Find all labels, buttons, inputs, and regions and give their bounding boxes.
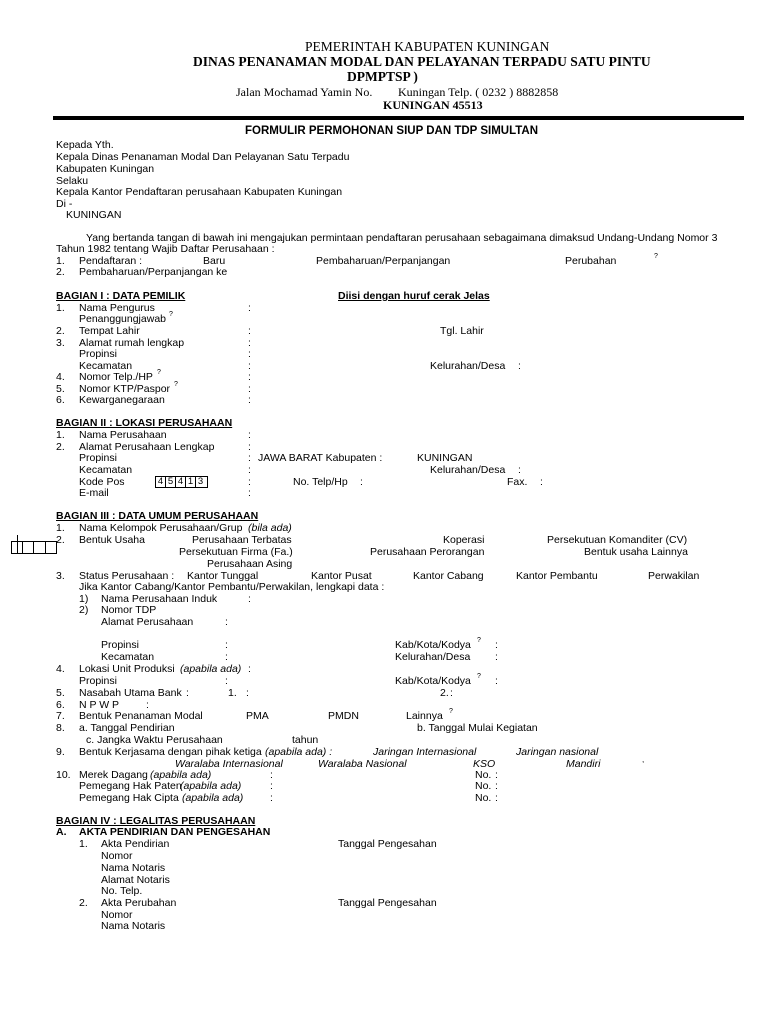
note-apabila-ada: (apabila ada) (182, 792, 244, 804)
colon: : (450, 687, 453, 699)
field-kabupaten: Kab/Kota/Kodya (395, 639, 471, 651)
field-tanggal-pengesahan: Tanggal Pengesahan (338, 838, 437, 850)
colon: : (495, 780, 498, 792)
colon: : (495, 675, 498, 687)
divider (22, 541, 23, 554)
header-agency: DINAS PENANAMAN MODAL DAN PELAYANAN TERPADU SATU PINTU (193, 54, 651, 69)
footnote-mark: ? (169, 311, 173, 318)
footnote-mark: ? (157, 369, 161, 376)
note-apabila-ada: (apabila ada) (180, 780, 242, 792)
field-alamat-rumah: Alamat rumah lengkap (79, 337, 185, 349)
option-asing[interactable]: Perusahaan Asing (207, 558, 293, 570)
colon: : (495, 639, 498, 651)
note-apabila-ada: (apabila ada) : (265, 746, 333, 758)
colon: : (495, 651, 498, 663)
field-kerjasama: Bentuk Kerjasama dengan pihak ketiga (79, 746, 262, 758)
recipient-line: Kepala Kantor Pendaftaran perusahaan Kabupaten Kuningan (56, 186, 343, 198)
branch-instruction: Jika Kantor Cabang/Kantor Pembantu/Perwakilan, lengkapi data : (79, 581, 385, 593)
field-status: Status Perusahaan : (79, 570, 175, 582)
option-koperasi[interactable]: Koperasi (443, 534, 485, 546)
field-cipta: Pemegang Hak Cipta (79, 792, 179, 804)
field-perusahaan-induk: Nama Perusahaan Induk (101, 593, 218, 605)
option-mandiri[interactable]: Mandiri (566, 758, 601, 770)
colon: : (248, 383, 251, 395)
colon: : (248, 593, 251, 605)
field-bank: Nasabah Utama Bank (79, 687, 182, 699)
colon: : (270, 792, 273, 804)
field-kecamatan: Kecamatan (101, 651, 155, 663)
field-akta-perubahan: Akta Perubahan (101, 897, 177, 909)
header-phone: Kuningan Telp. ( 0232 ) 8882858 (398, 85, 559, 99)
colon: : (146, 699, 149, 711)
option-waralaba-internasional[interactable]: Waralaba Internasional (175, 758, 283, 770)
footnote-mark: , (642, 755, 645, 764)
intro-text: Tahun 1982 tentang Wajib Daftar Perusahaan : (56, 243, 275, 255)
field-propinsi: Propinsi (79, 348, 117, 360)
footnote-mark: ? (477, 637, 481, 644)
divider (45, 541, 46, 554)
kode-pos-digit: 4 (156, 477, 166, 487)
recipient-line: Kabupaten Kuningan (56, 163, 155, 175)
field-tanggal-pengesahan: Tanggal Pengesahan (338, 897, 437, 909)
colon: : (360, 476, 363, 488)
field-tempat-lahir: Tempat Lahir (79, 325, 140, 337)
field-merek: Merek Dagang (79, 769, 148, 781)
form-title: FORMULIR PERMOHONAN SIUP DAN TDP SIMULTAN (245, 125, 539, 137)
header-rule (53, 116, 744, 120)
colon: : (248, 452, 251, 464)
field-kewarganegaraan: Kewarganegaraan (79, 394, 165, 406)
field-paten: Pemegang Hak Paten (79, 780, 182, 792)
colon: : (225, 675, 228, 687)
field-kode-pos: Kode Pos (79, 476, 125, 488)
field-no-telp: No. Telp. (101, 885, 143, 897)
colon: : (248, 337, 251, 349)
option-pembantu[interactable]: Kantor Pembantu (516, 570, 598, 582)
field-nama-notaris: Nama Notaris (101, 920, 166, 932)
option-lainnya[interactable]: Lainnya (406, 710, 443, 722)
section-3-title: BAGIAN III : DATA UMUM PERUSAHAAN (56, 510, 259, 522)
field-bentuk-usaha: Bentuk Usaha (79, 534, 145, 546)
section-4-title: BAGIAN IV : LEGALITAS PERUSAHAAN (56, 815, 256, 827)
field-fax: Fax. (507, 476, 528, 488)
kode-pos-digit: 1 (186, 477, 196, 487)
note-apabila-ada: (apabila ada) (180, 663, 242, 675)
option-firma[interactable]: Persekutuan Firma (Fa.) (179, 546, 293, 558)
section-1-note: Diisi dengan huruf cerak Jelas (338, 290, 490, 302)
option-tunggal[interactable]: Kantor Tunggal (187, 570, 259, 582)
colon: : (248, 371, 251, 383)
colon: : (248, 476, 251, 488)
field-tanggal-pendirian: a. Tanggal Pendirian (79, 722, 175, 734)
option-pusat[interactable]: Kantor Pusat (311, 570, 372, 582)
kode-pos-digit: 3 (197, 476, 204, 487)
field-tanggal-mulai: b. Tanggal Mulai Kegiatan (417, 722, 538, 734)
field-nama-perusahaan: Nama Perusahaan (79, 429, 167, 441)
recipient-line: Kepala Dinas Penanaman Modal Dan Pelayanan Satu Terpadu (56, 151, 350, 163)
field-nomor-tdp: Nomor TDP (101, 604, 157, 616)
field-nama-notaris: Nama Notaris (101, 862, 166, 874)
field-propinsi: Propinsi (79, 452, 117, 464)
unit-tahun: tahun (292, 734, 319, 746)
colon: : (248, 441, 251, 453)
option-pmdn[interactable]: PMDN (328, 710, 359, 722)
divider (33, 541, 34, 554)
field-kelurahan: Kelurahan/Desa (395, 651, 471, 663)
field-kelurahan: Kelurahan/Desa (430, 464, 506, 476)
colon: : (186, 687, 189, 699)
field-alamat-perusahaan: Alamat Perusahaan (101, 616, 194, 628)
colon: : (540, 476, 543, 488)
field-propinsi: Propinsi (101, 639, 139, 651)
option-pt[interactable]: Perusahaan Terbatas (192, 534, 292, 546)
colon: : (248, 464, 251, 476)
colon: : (248, 360, 251, 372)
field-lokasi-produksi: Lokasi Unit Produksi (79, 663, 175, 675)
field-tgl-lahir: Tgl. Lahir (440, 325, 484, 337)
subsection-title: AKTA PENDIRIAN DAN PENGESAHAN (79, 826, 271, 838)
section-2-title: BAGIAN II : LOKASI PERUSAHAAN (56, 417, 233, 429)
item-number: 2. (56, 266, 65, 278)
option-perwakilan[interactable]: Perwakilan (648, 570, 700, 582)
bank-2: 2. (440, 687, 449, 699)
header-city: KUNINGAN 45513 (383, 98, 483, 112)
colon: : (518, 464, 521, 476)
item-number: 1) (79, 593, 89, 605)
colon: : (248, 348, 251, 360)
colon: : (518, 360, 521, 372)
colon: : (270, 769, 273, 781)
option-pembaharuan[interactable]: Pembaharuan/Perpanjangan (316, 255, 451, 267)
header-address: Jalan Mochamad Yamin No. (236, 85, 373, 99)
option-baru[interactable]: Baru (203, 255, 226, 267)
field-email: E-mail (79, 487, 109, 499)
colon: : (225, 639, 228, 651)
field-propinsi: Propinsi (79, 675, 117, 687)
field-telp: Nomor Telp./HP (79, 371, 153, 383)
footnote-mark: ? (174, 381, 178, 388)
label-no: No. (475, 792, 492, 804)
recipient-line: Selaku (56, 175, 89, 187)
field-kelompok: Nama Kelompok Perusahaan/Grup (79, 522, 243, 534)
header-agency-abbr: DPMPTSP ) (347, 69, 418, 84)
colon: : (270, 780, 273, 792)
colon: : (248, 429, 251, 441)
option-cv[interactable]: Persekutuan Komanditer (CV) (547, 534, 688, 546)
divider (17, 535, 18, 554)
field-nomor: Nomor (101, 909, 133, 921)
colon: : (246, 687, 249, 699)
field-nomor: Nomor (101, 850, 133, 862)
kode-pos-digit: 5 (166, 477, 176, 487)
option-kso[interactable]: KSO (473, 758, 496, 770)
option-pma[interactable]: PMA (246, 710, 269, 722)
recipient-line: Kepada Yth. (56, 139, 114, 151)
colon: : (225, 651, 228, 663)
colon: : (248, 394, 251, 406)
field-kecamatan: Kecamatan (79, 464, 133, 476)
kode-pos-digit: 4 (176, 477, 186, 487)
bank-1: 1. (228, 687, 237, 699)
option-jaringan-internasional[interactable]: Jaringan Internasional (373, 746, 477, 758)
document-page: PEMERINTAH KABUPATEN KUNINGAN DINAS PENANAMAN MODAL DAN PELAYANAN TERPADU SATU PINTU DPMPTSP ) Jalan Mochamad Yamin No. Kuningan Telp. ( 0232 ) 8882858 KUNINGAN 45513 FORMULIR PERMOHONAN SIUP DAN TDP SIMULTAN Kepada Yth. Kepala Dinas Penanaman Modal Dan Pelayanan Satu Terpadu Kabupaten Kuningan Selaku Kepala Kantor Pendaftaran perusahaan Kabupaten Kuningan Di - KUNINGAN Yang bertanda tangan di bawah ini mengajukan permintaan pendaftaran perusahaan sebagaimana dimaksud Undang-Undang Nomor 3 Tahun 1982 tentang Wajib Daftar Perusahaan : 1. Pendaftaran : Baru Pembaharuan/Perpanjangan Perubahan ? 2. Pembaharuan/Perpanjangan ke BAGIAN I : DATA PEMILIK Diisi dengan huruf cerak Jelas 1. Nama Pengurus Penanggungjawab ? : 2. Tempat Lahir : Tgl. Lahir 3. Alamat rumah lengkap : Propinsi : Kecamatan : Kelurahan/Desa : 4. Nomor Telp./HP ? : 5. Nomor KTP/Paspor ? : 6. Kewarganegaraan : BAGIAN II : LOKASI PERUSAHAAN 1. Nama Perusahaan : 2. Alamat Perusahaan Lengkap : Propinsi : JAWA BARAT Kabupaten : KUNINGAN Kecamatan : Kelurahan/Desa : Kode Pos 4 5 4 1 3 : No. Telp/Hp : Fax. : E-mail : BAGIAN III : DATA UMUM PERUSAHAAN 1. Nama Kelompok Perusahaan/Grup (bila ada) 2. Bentuk Usaha Perusahaan Terbatas Koperasi Persekutuan Komanditer (CV) Persekutuan Firma (Fa.) Perusahaan Perorangan Bentuk usaha Lainnya Perusahaan Asing 3. Status Perusahaan : Kantor Tunggal Kantor Pusat Kantor Cabang Kantor Pembantu Perwakilan Jika Kantor Cabang/Kantor Pembantu/Perwakilan, lengkapi data : 1) Nama Perusahaan Induk : 2) Nomor TDP Alamat Perusahaan : Propinsi : Kab/Kota/Kodya ? : Kecamatan : Kelurahan/Desa : 4. Lokasi Unit Produksi (apabila ada) : Propinsi : Kab/Kota/Kodya ? : 5. Nasabah Utama Bank : 1. : 2. : 6. N P W P : 7. Bentuk Penanaman Modal PMA PMDN Lainnya ? 8. a. Tanggal Pendirian b. Tanggal Mulai Kegiatan c. Jangka Waktu Perusahaan tahun 9. Bentuk Kerjasama dengan pihak ketiga (apabila ada) : Jaringan Internasional Jaringan nasional Waralaba Internasional Waralaba Nasional KSO Mandiri , 10. Merek Dagang (apabila ada) : No. : Pemegang Hak Paten (apabila ada) : No. : Pemegang Hak Cipta (apabila ada) : No. : BAGIAN IV : LEGALITAS PERUSAHAAN A. AKTA PENDIRIAN DAN PENGESAHAN 1. Akta Pendirian Tanggal Pengesahan Nomor Nama Notaris Alamat Notaris No. Telp. 2. Akta Perubahan Tanggal Pengesahan Nomor Nama Notaris (0, 0, 768, 1024)
renewal-count-label: Pembaharuan/Perpanjangan ke (79, 266, 228, 278)
option-perubahan[interactable]: Perubahan (565, 255, 617, 267)
field-akta-pendirian: Akta Pendirian (101, 838, 170, 850)
colon: : (248, 302, 251, 314)
option-jaringan-nasional[interactable]: Jaringan nasional (516, 746, 599, 758)
field-alamat-notaris: Alamat Notaris (101, 874, 170, 886)
item-number: 2) (79, 604, 89, 616)
field-telp: No. Telp/Hp (293, 476, 348, 488)
recipient-line: KUNINGAN (66, 209, 122, 221)
intro-text: Yang bertanda tangan di bawah ini mengajukan permintaan pendaftaran perusahaan sebagaimana dimaksud Undang-Undang Nomor 3 (86, 232, 718, 244)
propinsi-value: JAWA BARAT Kabupaten : (258, 452, 383, 464)
field-kabupaten: Kab/Kota/Kodya (395, 675, 471, 687)
option-waralaba-nasional[interactable]: Waralaba Nasional (318, 758, 407, 770)
option-cabang[interactable]: Kantor Cabang (413, 570, 484, 582)
note-apabila-ada: (apabila ada) (150, 769, 212, 781)
field-npwp: N P W P (79, 699, 120, 711)
option-perorangan[interactable]: Perusahaan Perorangan (370, 546, 485, 558)
colon: : (248, 663, 251, 675)
field-penanggungjawab: Penanggungjawab (79, 313, 166, 325)
footnote-mark: ? (477, 673, 481, 680)
field-jangka-waktu: c. Jangka Waktu Perusahaan (86, 734, 223, 746)
colon: : (248, 487, 251, 499)
field-ktp: Nomor KTP/Paspor (79, 383, 171, 395)
note-bila-ada: (bila ada) (248, 522, 292, 534)
field-alamat-perusahaan: Alamat Perusahaan Lengkap (79, 441, 215, 453)
header-government: PEMERINTAH KABUPATEN KUNINGAN (305, 39, 550, 54)
colon: : (225, 616, 228, 628)
subsection-label: A. (56, 826, 67, 838)
option-lainnya[interactable]: Bentuk usaha Lainnya (584, 546, 688, 558)
recipient-line: Di - (56, 198, 73, 210)
field-kelurahan: Kelurahan/Desa (430, 360, 506, 372)
label-no: No. (475, 769, 492, 781)
kode-pos-boxes[interactable] (155, 476, 208, 488)
field-penanaman-modal: Bentuk Penanaman Modal (79, 710, 203, 722)
section-1-title: BAGIAN I : DATA PEMILIK (56, 290, 186, 302)
colon: : (248, 325, 251, 337)
registration-label: Pendaftaran : (79, 255, 143, 267)
colon: : (495, 769, 498, 781)
field-kecamatan: Kecamatan (79, 360, 133, 372)
colon: : (495, 792, 498, 804)
footnote-mark: ? (654, 253, 658, 260)
field-nama-pengurus: Nama Pengurus (79, 302, 155, 314)
item-number: 1. (56, 255, 65, 267)
footnote-mark: ? (449, 708, 453, 715)
kabupaten-value: KUNINGAN (417, 452, 473, 464)
label-no: No. (475, 780, 492, 792)
